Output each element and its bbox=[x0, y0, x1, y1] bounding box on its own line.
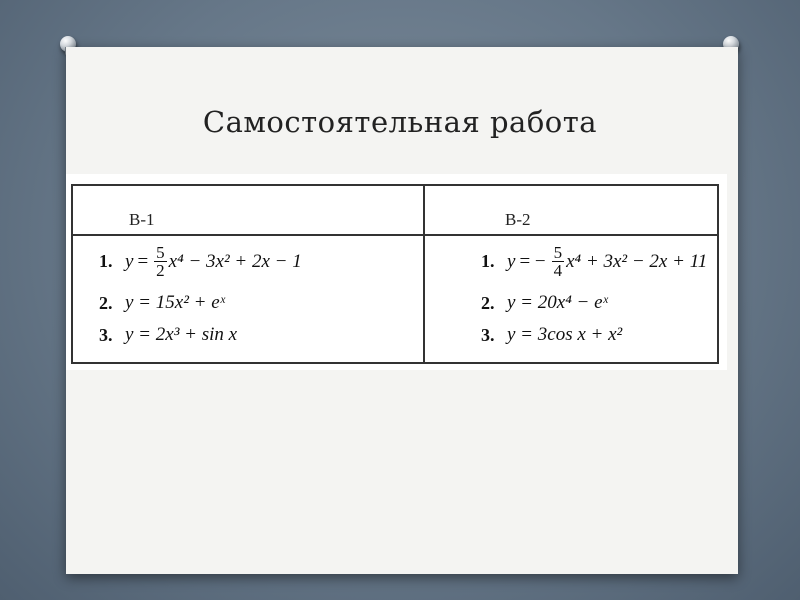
variant-2-cell bbox=[424, 235, 718, 363]
task-2-variant-2 bbox=[481, 292, 608, 314]
task-3-variant-2 bbox=[481, 324, 622, 346]
fraction bbox=[552, 244, 565, 279]
slide-title: Самостоятельная работа bbox=[202, 105, 598, 139]
task-2-variant-1 bbox=[99, 292, 225, 314]
task-number: 2. bbox=[481, 292, 495, 313]
equation-y: y bbox=[125, 250, 134, 272]
task-number: 3. bbox=[99, 324, 113, 345]
task-1-variant-2 bbox=[481, 244, 707, 279]
equation: y = 15x² + eˣ bbox=[125, 292, 226, 313]
task-1-variant-1 bbox=[99, 244, 302, 279]
fraction bbox=[154, 244, 167, 279]
tasks-table bbox=[71, 184, 719, 364]
header-variant-1: В-1 bbox=[72, 185, 424, 235]
fraction-denominator: 4 bbox=[553, 261, 563, 280]
tasks-row bbox=[72, 235, 718, 363]
header-row bbox=[72, 185, 718, 235]
variant-1-cell bbox=[72, 235, 424, 363]
task-number: 1. bbox=[99, 251, 113, 271]
task-number: 1. bbox=[481, 251, 495, 271]
header-variant-2: В-2 bbox=[424, 185, 718, 235]
equation: y = 2x³ + sin x bbox=[125, 324, 238, 345]
task-number: 3. bbox=[481, 324, 495, 345]
equation-rest: x⁴ + 3x² − 2x + 11 bbox=[566, 250, 708, 272]
equation: y = 3cos x + x² bbox=[507, 324, 623, 345]
equation: y = 20x⁴ − eˣ bbox=[507, 292, 608, 313]
equation-rest: x⁴ − 3x² + 2x − 1 bbox=[168, 250, 302, 272]
task-3-variant-1 bbox=[99, 324, 237, 346]
equation-y: y bbox=[507, 250, 516, 272]
fraction-denominator: 2 bbox=[156, 261, 165, 280]
task-number: 2. bbox=[99, 292, 113, 313]
equation-equals: = − bbox=[519, 250, 546, 272]
fraction-numerator: 5 bbox=[156, 243, 165, 262]
fraction-numerator: 5 bbox=[553, 243, 563, 262]
equation-equals: = bbox=[137, 250, 149, 272]
